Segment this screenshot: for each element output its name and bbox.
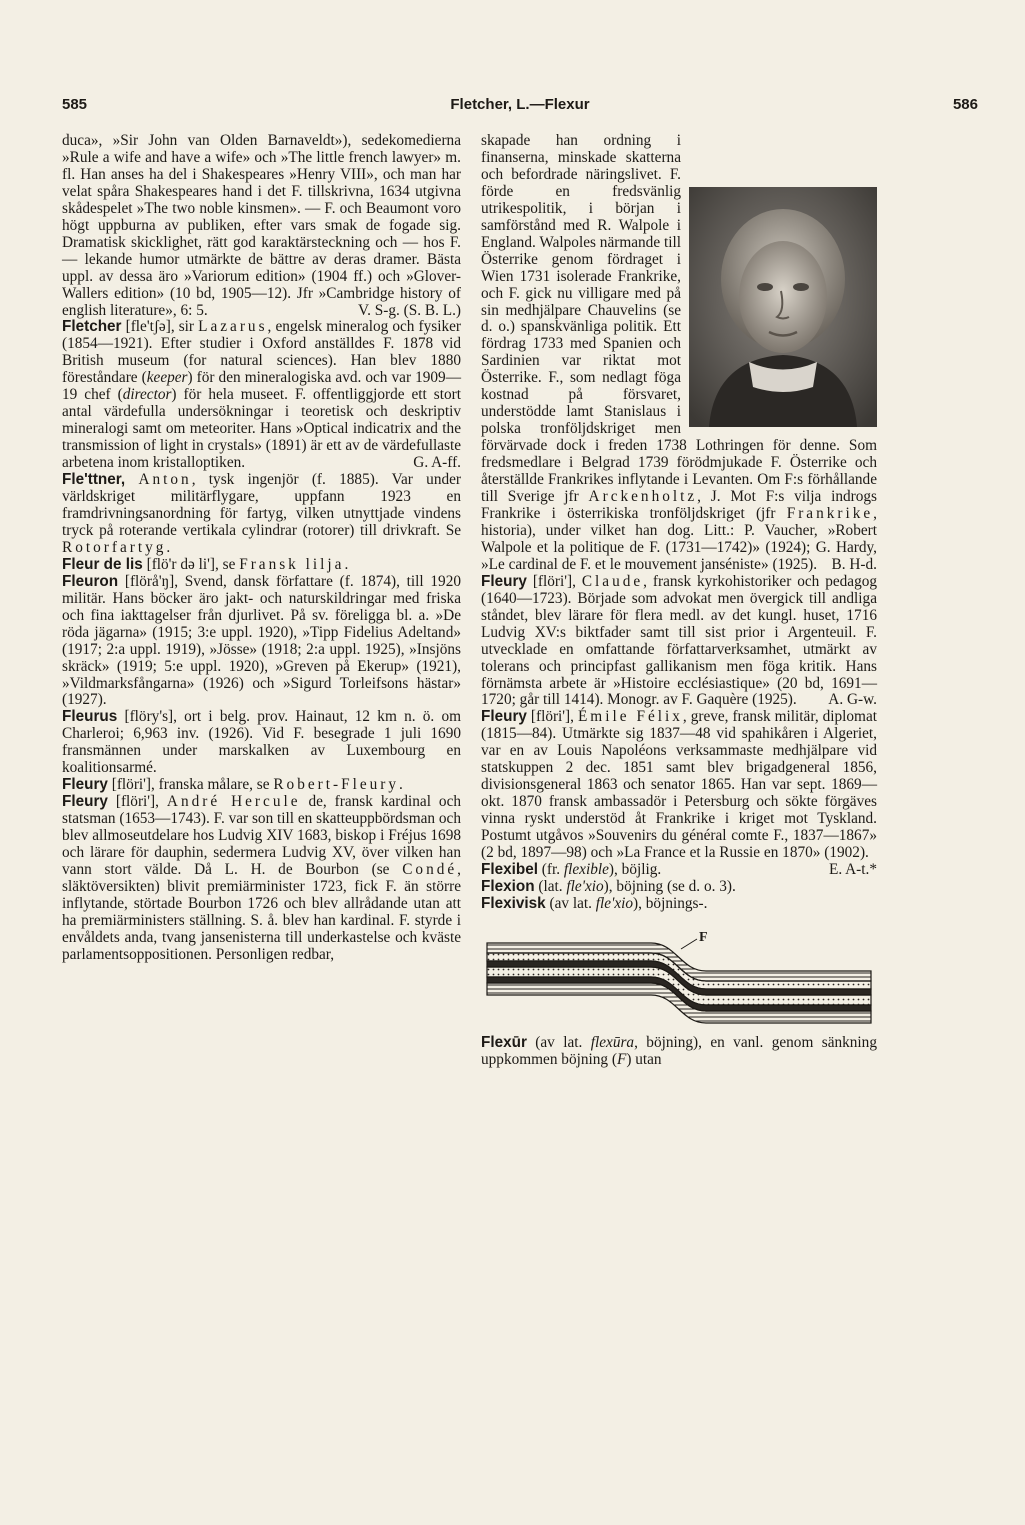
headword: Flexion [481,877,535,895]
entry-fletcher: Fletcher [fle'tʃə], sir Lazarus, engelsk mineralog och fysiker (1854—1921). Efter studier i Oxford anställdes F. 1878 vid British museum (for natural sciences). Han blev 1880 föreståndare (keeper) för den mineralogiska avd. och var 1909—19 chef (director) för hela museet. F. offentliggjorde ett stort antal värdefulla undersökningar i teoretisk och deskriptiv mineralogi samt om meteoriter. Hans »Optical indicatrix and the transmission of light in crystals» (1891) är ett av de värdefullaste arbetena inom kristalloptiken. G. A-ff. [62,318,462,472]
headword: Fleury [481,708,527,726]
signature: B. H-d. [831,555,877,573]
signature: A. G-w. [828,691,877,709]
entry-fleury-emile: Fleury [flöri'], Émile Félix, greve, fransk militär, diplomat (1815—84). Utmärkte sig 1837—48 vid spahikåren i Algeriet, var en av Louis Napoléons verksammaste medhjälpare vid statskuppen 2 dec. 1851 samt blev brigadgeneral 1856, divisionsgeneral 1863 och senator 1865. Han var sept. 1869—okt. 1870 fransk ambassadör i Petersburg och sökte förgäves vinna ryskt understöd åt Frankrike i kriget mot Tyskland. Postumt utgåvos »Souvenirs du général comte F., 1837—1867» (2 bd, 1897—98) och »La France et la Russie en 1870» (1902). E. A-t.* [481,708,877,878]
headword: Fleurus [62,708,118,726]
headword: Fleuron [62,572,119,590]
cross-reference[interactable]: Fransk lilja [239,555,345,573]
cross-reference[interactable]: Rotorfartyg [62,538,167,556]
flexure-diagram [481,927,877,1035]
figure-label: F [699,929,708,945]
left-column [62,133,461,964]
page-number-right: 586 [952,96,978,113]
headword: Flexibel [481,860,538,878]
cross-reference[interactable]: Condé [402,860,458,878]
cross-reference[interactable]: Frankrike [786,504,874,522]
entry-flettner: Fle'ttner, Anton, tysk ingenjör (f. 1885). Var under världskriget militärflygare, uppfann 1923 en framdrivningsanordning för fartyg, vilken utnyttjade vindens tryck på roterande vertikala cylindrar (rotorer) till drivkraft. Se Rotorfartyg. [62,471,462,556]
page-header [62,96,978,118]
right-column [481,133,877,1069]
entry-flexur: Flexūr (av lat. flexūra, böjning), en vanl. genom sänkning uppkommen böjning (F) utan [481,1033,877,1068]
headword: Flexūr [481,1033,527,1051]
entry-fleury-claude: Fleury [flöri'], Claude, fransk kyrkohistoriker och pedagog (1640—1723). Började som advokat men övergick till andliga ståndet, blev lärare för flera medl. av det kungl. huset, 1716 Ludvig XV:s biktfader samt till sist prior i Argenteuil. F. utvecklade en omfattande författarverksamhet, utmärkt av tolerans och principfast gallikanism men föga kritik. Hans förnämsta arbete är »Histoire ecclésiastique» (20 bd, 1691—1720; går till 1414). Monogr. av F. Gaquère (1925). A. G-w. [481,572,878,709]
entry-continuation: duca», »Sir John van Olden Barnaveldt»), sedekomedierna »Rule a wife and have a wife» och »The little french lawyer» m. fl. Han anses ha del i Shakespeares »Henry VIII», och man har velat spåra Shakespeares hand i det F. tillskrivna, 1634 utgivna skådespelet »The two noble kinsmen». — F. och Beaumont voro högt uppburna av publiken, efter vars smak de fogade sig. Dramatisk skicklighet, rätt god karaktärsteckning och — hos F. — lekande humor utmärkte de bättre av deras dramer. Bästa uppl. av dessa äro »Variorum edition» (1904 ff.) och »Glover-Wallers edition» (10 bd, 1905—12). Jfr »Cambridge history of english literature», 6: 5. V. S-g. (S. B. L.) [62,132,461,319]
headword: Fle'ttner, [62,471,126,489]
headword: Fleury [62,793,108,811]
portrait-image [689,187,877,427]
flexure-strata-icon [481,927,877,1035]
entry-fleury-andre-continued: skapade han ordning i finanserna, minskade skatterna och befordrade näringslivet. F. förde en fredsvänlig utrikespolitik, i början i samförstånd med R. Walpole i England. Walpoles närmande till Österrike genom fördraget i Wien 1731 isolerade Frankrike, och F. gick nu villigare med på sin medhjälpare Chauvelins (se d. o.) spanskvänliga politik. Ett fördrag 1733 med Spanien och Sardinien var riktat mot Österrike. F., som nedlagt föga kostnad på försvaret, understödde lamt Stanislaus i polska tronföljdskriget men förvärvade dock i freden 1738 Lothringen för denne. Som fredsmedlare i Belgrad 1739 förödmjukade F. Österrike och återställde Frankrikes inflytande i Levanten. Om F:s förhållande till Sverige jfr Arckenholtz, J. Mot F:s vilja indrogs Frankrike i österrikiska tronföljdskriget (jfr Frankrike, historia), under vilket han dog. Litt.: P. Vaucher, »Robert Walpole et la politique de F. (1731—1742)» (1924); G. Hardy, »Le cardinal de F. et le mouvement janséniste» (1925). B. H-d. [481,132,877,573]
entry-fleury-painters: Fleury [flöri'], franska målare, se Robert-Fleury. [62,776,403,794]
cross-reference[interactable]: Robert-Fleury [273,776,400,794]
page-number-left: 585 [62,96,88,113]
entry-fleuron: Fleuron [flörå'ŋ], Svend, dansk författare (f. 1874), till 1920 militär. Hans böcker äro jakt- och naturskildringar med friska och fina iakttagelser från djurlivet. På sv. föreligga bl. a. »De röda jägarna» (1915; 3:e uppl. 1920), »Tipp Fidelius Adeltand» (1917; 2:a uppl. 1919), »Jösse» (1918; 2:a uppl. 1925), »Insjöns skräck» (1919; 5:e uppl. 1920), »Greven på Ekerup» (1921), »Vildmarksfångarna» (1926) och »Sigurd Torleifsons hästar» (1927). [62,572,462,709]
headword: Fleury [481,572,527,590]
entry-flexion: Flexion (lat. fle'xio), böjning (se d. o. 3). [481,877,736,895]
entry-fleury-andre: Fleury [flöri'], André Hercule de, fransk kardinal och statsman (1653—1743). F. var son till en skatteuppbördsman och blev allmoseutdelare hos Ludvig XIV 1683, biskop i Fréjus 1698 och lärare för dauphin, sedermera Ludvig XV, över vilken han vann stort välde. Då L. H. de Bourbon (se Condé, släktöversikten) blivit premiärminister 1723, fick F. än större inflytande, störtade Bourbon 1726 och blev allrådande utan att ha premiärministers ställning. S. å. blev han kardinal. F. styrde i envåldets anda, tvang jansenisterna till underkastelse och kväste parlamentsoppositionen. Personligen redbar, [62,793,462,963]
portrait-of-cardinal-fleury-icon [689,187,877,427]
cross-reference[interactable]: Arckenholtz [588,488,698,506]
headword: Flexivisk [481,894,546,912]
entry-fleurus: Fleurus [flöry's], ort i belg. prov. Hainaut, 12 km n. ö. om Charleroi; 6,963 inv. (1926). Vid F. besegrade 1 juli 1690 fransmännen under marskalken av Luxembourg en koalitionsarmé. [62,708,462,777]
entry-flexibel: Flexibel (fr. flexible), böjlig. [481,860,662,878]
running-title: Fletcher, L.—Flexur [450,96,590,113]
signature: E. A-t.* [828,860,877,878]
headword: Fleur de lis [62,555,143,573]
headword: Fleury [62,776,108,794]
signature: V. S-g. (S. B. L.) [358,301,461,319]
headword: Fletcher [62,318,122,336]
entry-flexivisk: Flexivisk (av lat. fle'xio), böjnings-. [481,894,708,912]
signature: G. A-ff. [413,454,461,472]
entry-fleur-de-lis: Fleur de lis [flö'r də li'], se Fransk lilja. [62,555,349,573]
